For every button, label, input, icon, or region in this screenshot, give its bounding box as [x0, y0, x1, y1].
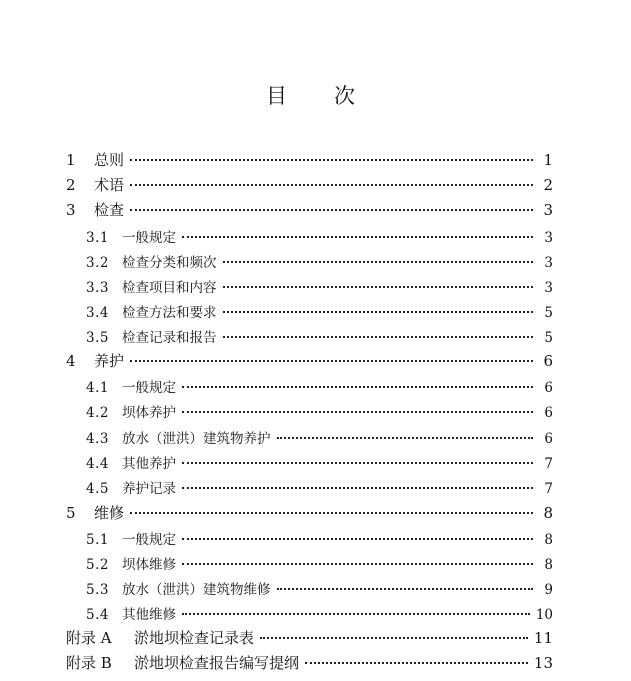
- entry-label: 坝体维修: [122, 557, 176, 573]
- toc-title-char-2: 次: [334, 84, 355, 108]
- leader-dots: [223, 261, 534, 263]
- toc-entry-3-1[interactable]: [86, 226, 553, 246]
- entry-page: 10: [535, 607, 553, 623]
- entry-number: 3.2: [86, 255, 109, 271]
- entry-page: 7: [544, 481, 553, 497]
- toc-entry-3-3[interactable]: [86, 276, 553, 296]
- entry-label: 放水（泄洪）建筑物养护: [122, 431, 271, 447]
- entry-number: 4.1: [86, 380, 109, 396]
- entry-number: 3: [66, 201, 76, 219]
- leader-dots: [182, 538, 533, 540]
- leader-dots: [260, 637, 528, 639]
- entry-number: 4.5: [86, 481, 109, 497]
- toc-entry-5-4[interactable]: [86, 603, 553, 623]
- leader-dots: [223, 286, 534, 288]
- entry-number: 3.5: [86, 330, 109, 346]
- toc-entry-1[interactable]: [66, 149, 553, 170]
- entry-page: 8: [543, 504, 553, 522]
- entry-label: 维修: [94, 504, 125, 522]
- entry-page: 3: [543, 201, 553, 219]
- entry-label: 检查分类和频次: [122, 255, 217, 271]
- toc-entry-4-3[interactable]: [86, 427, 553, 447]
- entry-label: 一般规定: [122, 380, 176, 396]
- entry-number: 附录 A: [66, 629, 112, 647]
- leader-dots: [130, 159, 533, 161]
- entry-page: 6: [543, 352, 553, 370]
- entry-page: 6: [544, 380, 553, 396]
- entry-label: 淤地坝检查记录表: [134, 629, 255, 647]
- toc-entry-4-2[interactable]: [86, 401, 553, 421]
- entry-number: 2: [66, 176, 76, 194]
- entry-page: 8: [544, 532, 553, 548]
- toc-entry-3-5[interactable]: [86, 326, 553, 346]
- entry-label: 淤地坝检查报告编写提纲: [134, 654, 300, 672]
- entry-page: 5: [544, 330, 553, 346]
- entry-page: 11: [533, 629, 553, 647]
- toc-entry-2[interactable]: [66, 174, 553, 195]
- entry-label: 其他养护: [122, 456, 176, 472]
- leader-dots: [182, 462, 533, 464]
- entry-label: 检查项目和内容: [122, 280, 217, 296]
- leader-dots: [130, 184, 533, 186]
- entry-page: 8: [544, 557, 553, 573]
- toc-entry-5-1[interactable]: [86, 528, 553, 548]
- toc-entry-3-2[interactable]: [86, 251, 553, 271]
- toc-entry-3[interactable]: [66, 199, 553, 220]
- toc-entry-4-4[interactable]: [86, 452, 553, 472]
- entry-label: 养护: [94, 352, 125, 370]
- entry-page: 13: [533, 654, 553, 672]
- entry-label: 检查: [94, 201, 125, 219]
- entry-page: 7: [544, 456, 553, 472]
- entry-page: 9: [544, 582, 553, 598]
- entry-page: 6: [544, 405, 553, 421]
- leader-dots: [182, 613, 530, 615]
- entry-number: 4: [66, 352, 76, 370]
- leader-dots: [223, 311, 534, 313]
- entry-label: 放水（泄洪）建筑物维修: [122, 582, 271, 598]
- leader-dots: [182, 386, 533, 388]
- entry-page: 1: [543, 151, 553, 169]
- entry-number: 4.2: [86, 405, 109, 421]
- toc-entry-3-4[interactable]: [86, 301, 553, 321]
- leader-dots: [182, 411, 533, 413]
- entry-page: 6: [544, 431, 553, 447]
- entry-label: 一般规定: [122, 532, 176, 548]
- entry-label: 一般规定: [122, 230, 176, 246]
- leader-dots: [277, 437, 534, 439]
- toc-title-char-1: 目: [266, 84, 287, 108]
- entry-page: 3: [544, 280, 553, 296]
- entry-page: 5: [544, 305, 553, 321]
- entry-number: 4.4: [86, 456, 109, 472]
- toc-entry-5-3[interactable]: [86, 578, 553, 598]
- entry-number: 5: [66, 504, 76, 522]
- leader-dots: [130, 209, 533, 211]
- entry-label: 检查方法和要求: [122, 305, 217, 321]
- entry-number: 3.4: [86, 305, 109, 321]
- toc-entry-5[interactable]: [66, 502, 553, 523]
- toc-entry-5-2[interactable]: [86, 553, 553, 573]
- entry-page: 2: [543, 176, 553, 194]
- entry-number: 5.1: [86, 532, 109, 548]
- toc-entry-appendix-a[interactable]: [66, 627, 553, 648]
- toc-entry-4-1[interactable]: [86, 376, 553, 396]
- entry-number: 1: [66, 151, 76, 169]
- entry-label: 养护记录: [122, 481, 176, 497]
- toc-entry-4-5[interactable]: [86, 477, 553, 497]
- leader-dots: [130, 512, 533, 514]
- leader-dots: [182, 236, 533, 238]
- entry-number: 4.3: [86, 431, 109, 447]
- entry-page: 3: [544, 255, 553, 271]
- entry-number: 5.4: [86, 607, 109, 623]
- entry-label: 检查记录和报告: [122, 330, 217, 346]
- entry-label: 总则: [94, 151, 125, 169]
- entry-label: 坝体养护: [122, 405, 176, 421]
- leader-dots: [305, 662, 528, 664]
- entry-page: 3: [544, 230, 553, 246]
- entry-number: 5.2: [86, 557, 109, 573]
- leader-dots: [130, 360, 533, 362]
- entry-label: 术语: [94, 176, 125, 194]
- toc-entry-appendix-b[interactable]: [66, 652, 553, 673]
- entry-number: 5.3: [86, 582, 109, 598]
- entry-number: 附录 B: [66, 654, 112, 672]
- entry-label: 其他维修: [122, 607, 176, 623]
- leader-dots: [182, 563, 533, 565]
- leader-dots: [277, 588, 534, 590]
- toc-entry-4[interactable]: [66, 350, 553, 371]
- entry-number: 3.3: [86, 280, 109, 296]
- entry-number: 3.1: [86, 230, 109, 246]
- leader-dots: [182, 487, 533, 489]
- leader-dots: [223, 336, 534, 338]
